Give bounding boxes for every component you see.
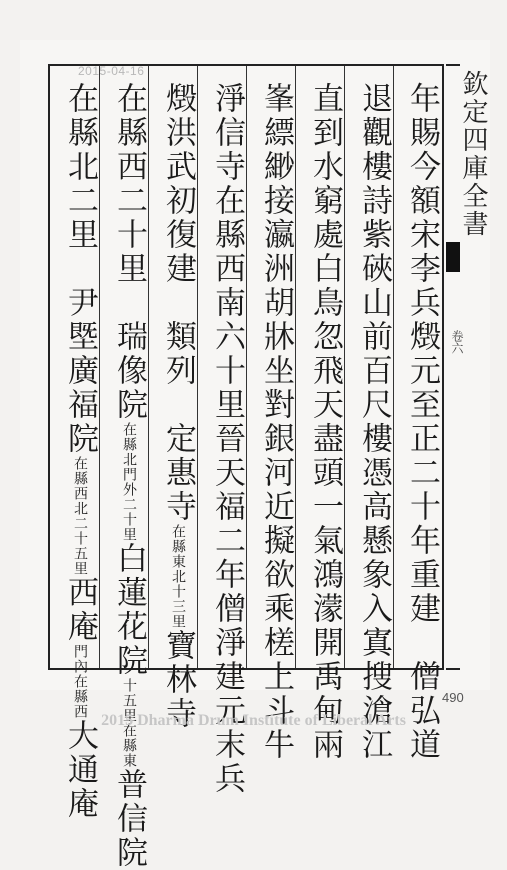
watermark-footer: 2015 Dharma Drum Institute of Liberal Arts	[101, 712, 406, 729]
column-7-text: 在縣西二十里 瑞像院	[111, 82, 147, 422]
text-column-4: 峯縹緲接瀛洲胡牀坐對銀河近擬欲乘槎上斗牛	[258, 82, 294, 762]
text-column-7	[111, 82, 147, 870]
text-column-6	[160, 82, 196, 731]
book-title: 欽定四庫全書	[458, 70, 488, 238]
text-column-1: 年賜今額宋李兵燬元至正二十年重建 僧弘道	[404, 82, 440, 762]
column-8-text: 在縣北二里 尹塈廣福院	[62, 82, 98, 456]
column-6-text: 燬洪武初復建 類列 定惠寺	[160, 82, 196, 524]
text-column-5: 淨信寺在縣西南六十里晉天福二年僧淨建元末兵	[209, 82, 245, 796]
text-column-8	[62, 82, 98, 821]
column-8-note: 在縣西北二十五里	[72, 456, 88, 576]
column-8-note-b: 門內在縣西	[72, 644, 88, 719]
chapter-label: 卷六	[450, 330, 464, 354]
column-8-text-b: 西庵	[62, 576, 98, 644]
column-7-text-c: 普信院	[111, 768, 147, 870]
page-number: 490	[442, 690, 464, 705]
column-7-note-b: 十五里在縣東	[121, 678, 137, 768]
text-column-3: 直到水窮處白鳥忽飛天盡頭一氣鴻濛開禹甸兩	[307, 82, 343, 762]
text-column-2: 退觀樓詩紫硤山前百尺樓憑高懸象入寘搜滄江	[356, 82, 392, 762]
fish-tail-mark	[446, 242, 460, 272]
column-8-text-c: 大通庵	[62, 719, 98, 821]
date-stamp: 2015-04-16	[78, 64, 145, 78]
column-6-text-b: 寶林寺	[160, 629, 196, 731]
column-7-note: 在縣北門外二十里	[121, 422, 137, 542]
column-6-note: 在縣東北十三里	[170, 524, 186, 629]
column-7-text-b: 白蓮花院	[111, 542, 147, 678]
